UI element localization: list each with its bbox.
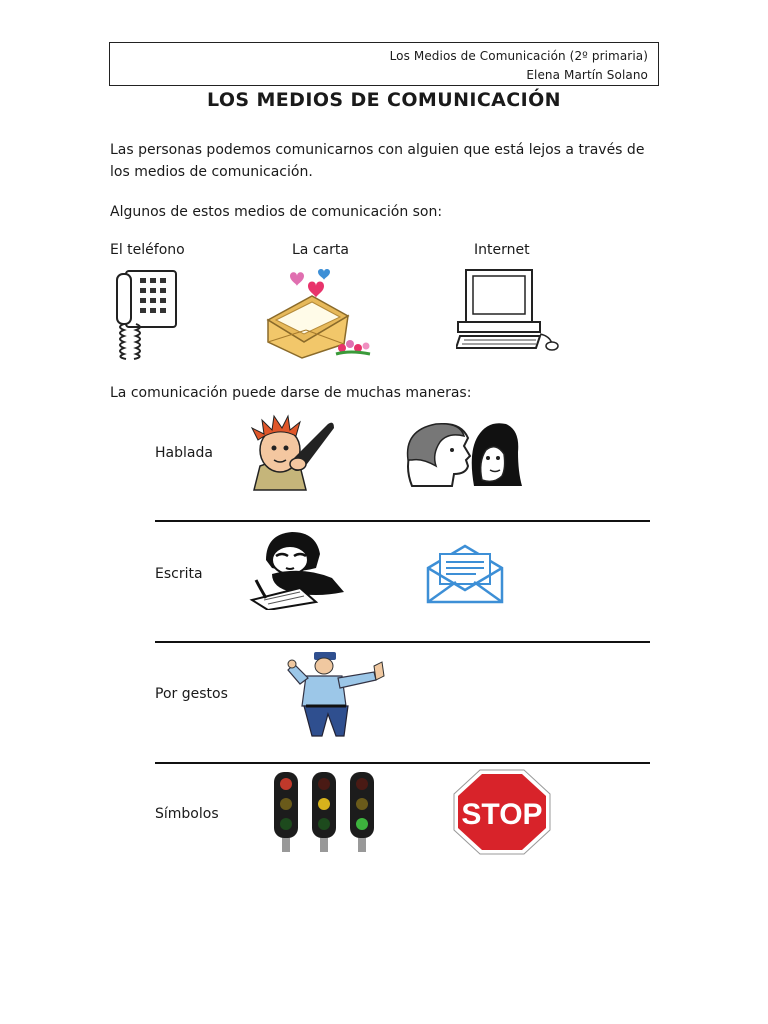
media-label-internet: Internet — [474, 242, 530, 258]
envelope-with-hearts-icon — [262, 268, 374, 362]
boy-on-phone-icon — [240, 412, 344, 492]
person-writing-icon — [246, 530, 346, 610]
media-label-telephone: El teléfono — [110, 242, 185, 258]
row-divider — [155, 520, 650, 522]
intro-paragraph — [110, 139, 670, 183]
two-faces-talking-icon — [402, 420, 522, 488]
header-course: Los Medios de Comunicación (2º primaria) — [389, 49, 648, 63]
row-divider — [155, 762, 650, 764]
intro-line-2: los medios de comunicación. — [110, 164, 313, 180]
ways-heading: La comunicación puede darse de muchas maneras: — [110, 385, 472, 401]
stop-sign-text: STOP — [461, 798, 543, 831]
intro-line-1: Las personas podemos comunicarnos con alguien que está lejos a través de — [110, 142, 645, 158]
row-divider — [155, 641, 650, 643]
way-label-spoken: Hablada — [155, 445, 213, 461]
page-title: LOS MEDIOS DE COMUNICACIÓN — [207, 89, 561, 111]
stop-sign-icon — [452, 768, 552, 856]
examples-heading: Algunos de estos medios de comunicación son: — [110, 204, 443, 220]
way-label-gestures: Por gestos — [155, 686, 228, 702]
way-label-symbols: Símbolos — [155, 806, 219, 822]
telephone-icon — [112, 268, 182, 362]
way-label-written: Escrita — [155, 566, 203, 582]
computer-icon — [456, 268, 562, 354]
traffic-lights-icon — [272, 770, 382, 854]
open-envelope-icon — [426, 544, 504, 606]
header-box — [109, 42, 659, 86]
media-label-letter: La carta — [292, 242, 349, 258]
police-officer-gesturing-icon — [284, 650, 388, 738]
header-author: Elena Martín Solano — [526, 68, 648, 82]
